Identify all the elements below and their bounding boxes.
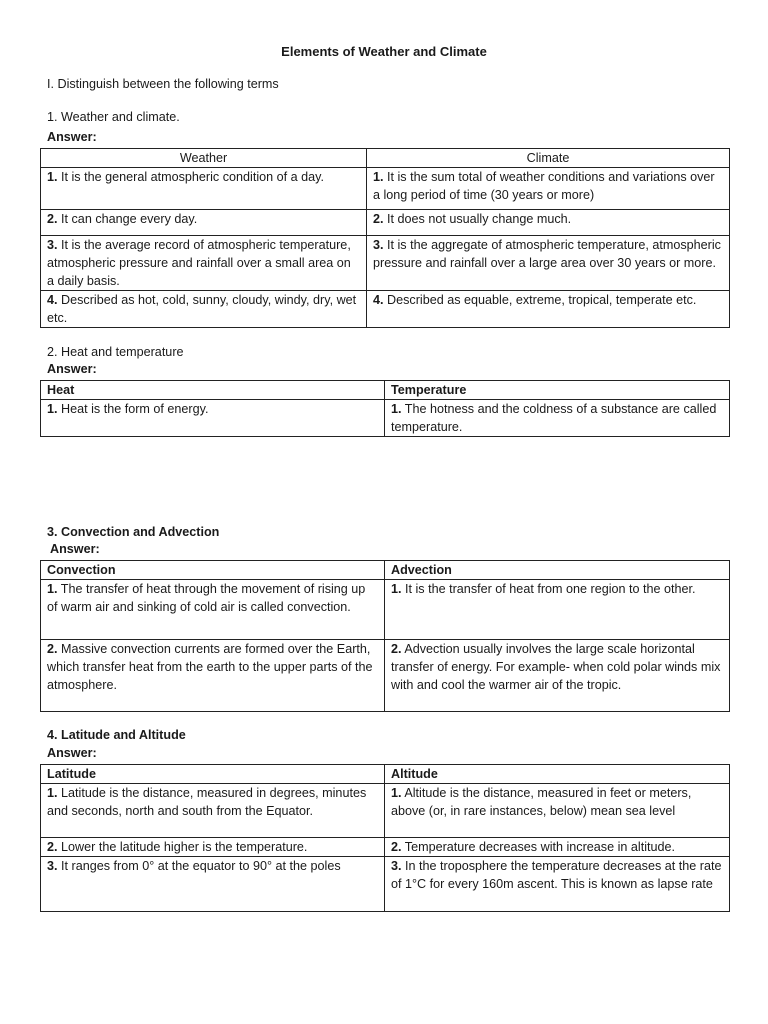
section-heading: 4. Latitude and Altitude — [47, 728, 186, 742]
section-heading: 2. Heat and temperature — [47, 345, 184, 359]
column-header: Temperature — [385, 381, 730, 400]
comparison-table — [40, 380, 730, 437]
comparison-table — [40, 764, 730, 912]
answer-label: Answer: — [50, 542, 100, 556]
column-header: Weather — [41, 149, 367, 168]
comparison-table — [40, 560, 730, 712]
table-row: 1. It is the general atmospheric condition of a day. 1. It is the sum total of weather conditions and variations over a long period of time (30 years or more) — [41, 168, 730, 210]
table-row: 2. Massive convection currents are formed over the Earth, which transfer heat from the earth to the upper parts of the atmosphere. 2. Advection usually involves the large scale horizontal transfer of energy. For example- when cold polar winds mix with and cool the warmer air of the tropic. — [41, 640, 730, 712]
table-row: 3. It is the average record of atmospheric temperature, atmospheric pressure and rainfall over a small area on a daily basis. 3. It is the aggregate of atmospheric temperature, atmospheric pressure and rainfall over a large area over 30 years or more. — [41, 236, 730, 291]
table-row: 3. It ranges from 0° at the equator to 90° at the poles 3. In the troposphere the temperature decreases at the rate of 1°C for every 160m ascent. This is known as lapse rate — [41, 857, 730, 912]
column-header: Heat — [41, 381, 385, 400]
table-row: 2. It can change every day. 2. It does not usually change much. — [41, 210, 730, 236]
section-heading: 3. Convection and Advection — [47, 525, 220, 539]
comparison-table — [40, 148, 730, 328]
instruction: I. Distinguish between the following terms — [47, 77, 279, 91]
section-heading: 1. Weather and climate. — [47, 110, 180, 124]
column-header: Latitude — [41, 765, 385, 784]
table-row: 1. The transfer of heat through the movement of rising up of warm air and sinking of cold air is called convection. 1. It is the transfer of heat from one region to the other. — [41, 580, 730, 640]
column-header: Advection — [385, 561, 730, 580]
page-title: Elements of Weather and Climate — [281, 44, 487, 59]
column-header: Climate — [367, 149, 730, 168]
answer-label: Answer: — [47, 130, 97, 144]
table-row: 1. Heat is the form of energy. 1. The hotness and the coldness of a substance are called temperature. — [41, 400, 730, 437]
column-header: Altitude — [385, 765, 730, 784]
table-row: 2. Lower the latitude higher is the temperature. 2. Temperature decreases with increase in altitude. — [41, 838, 730, 857]
table-row: 4. Described as hot, cold, sunny, cloudy, windy, dry, wet etc. 4. Described as equable, extreme, tropical, temperate etc. — [41, 291, 730, 328]
answer-label: Answer: — [47, 362, 97, 376]
column-header: Convection — [41, 561, 385, 580]
answer-label: Answer: — [47, 746, 97, 760]
table-row: 1. Latitude is the distance, measured in degrees, minutes and seconds, north and south from the Equator. 1. Altitude is the distance, measured in feet or meters, above (or, in rare instances, below) mean sea level — [41, 784, 730, 838]
